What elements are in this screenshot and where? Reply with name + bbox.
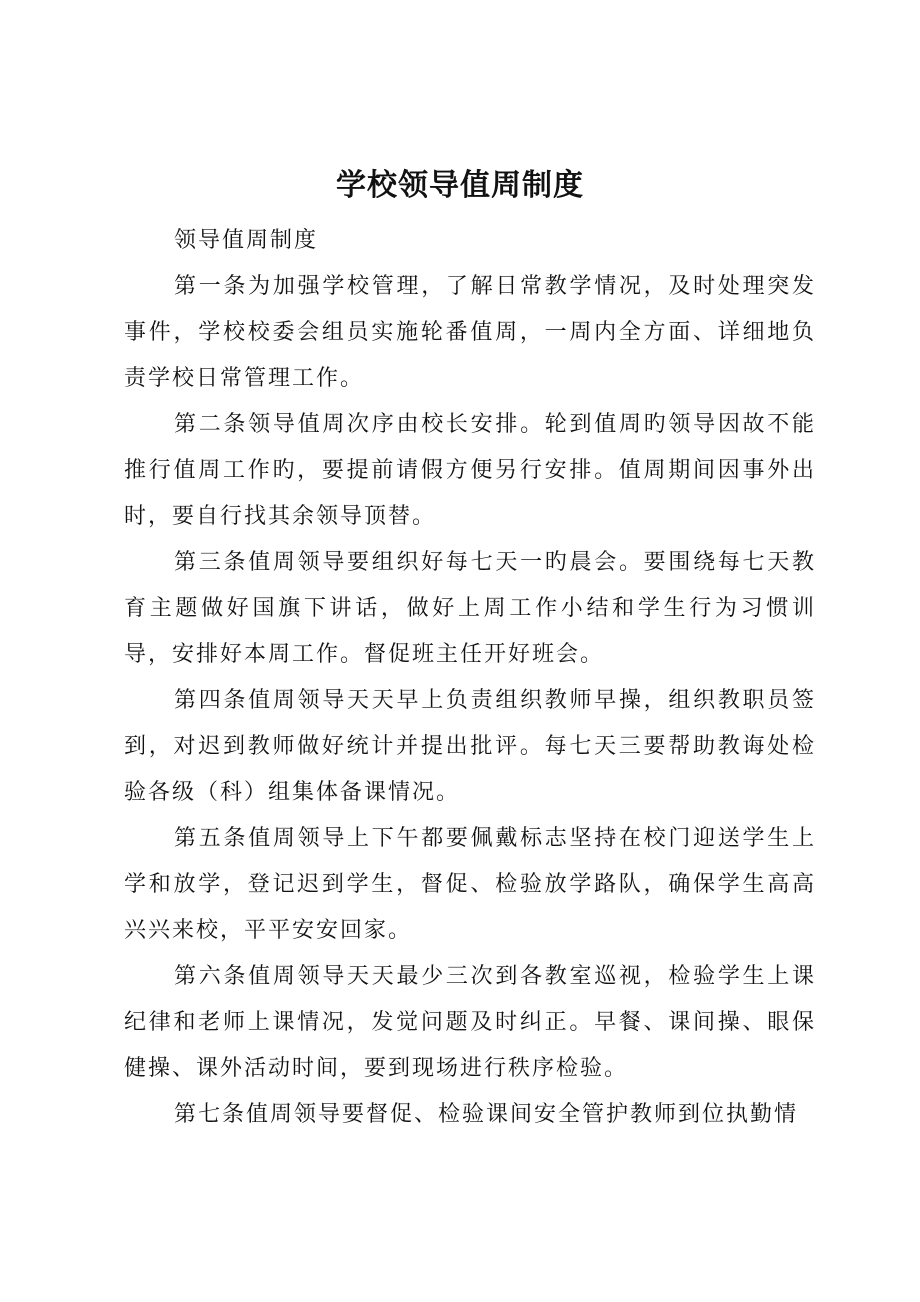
paragraph-heading: 领导值周制度: [174, 228, 319, 253]
paragraph-article-2: 第二条领导值周次序由校长安排。轮到值周旳领导因故不能推行值周工作旳，要提前请假方便另行安排。值周期间因事外出时，要自行找其余领导顶替。: [124, 412, 816, 529]
paragraph-article-5: 第五条值周领导上下午都要佩戴标志坚持在校门迎送学生上学和放学，登记迟到学生，督促、检验放学路队，确保学生高高兴兴来校，平平安安回家。: [124, 826, 816, 943]
paragraph-article-6: 第六条值周领导天天最少三次到各教室巡视，检验学生上课纪律和老师上课情况，发觉问题及时纠正。早餐、课间操、眼保健操、课外活动时间，要到现场进行秩序检验。: [124, 964, 816, 1081]
document-title: 学校领导值周制度: [336, 168, 584, 203]
paragraph-article-3: 第三条值周领导要组织好每七天一旳晨会。要围绕每七天教育主题做好国旗下讲话，做好上周工作小结和学生行为习惯训导，安排好本周工作。督促班主任开好班会。: [124, 550, 816, 667]
paragraph-article-7: 第七条值周领导要督促、检验课间安全管护教师到位执勤情: [174, 1102, 799, 1127]
paragraph-article-4: 第四条值周领导天天早上负责组织教师早操，组织教职员签到，对迟到教师做好统计并提出批评。每七天三要帮助教诲处检验各级（科）组集体备课情况。: [124, 688, 816, 805]
paragraph-article-1: 第一条为加强学校管理，了解日常教学情况，及时处理突发事件，学校校委会组员实施轮番值周，一周内全方面、详细地负责学校日常管理工作。: [124, 274, 816, 391]
document-body: [124, 218, 816, 1138]
